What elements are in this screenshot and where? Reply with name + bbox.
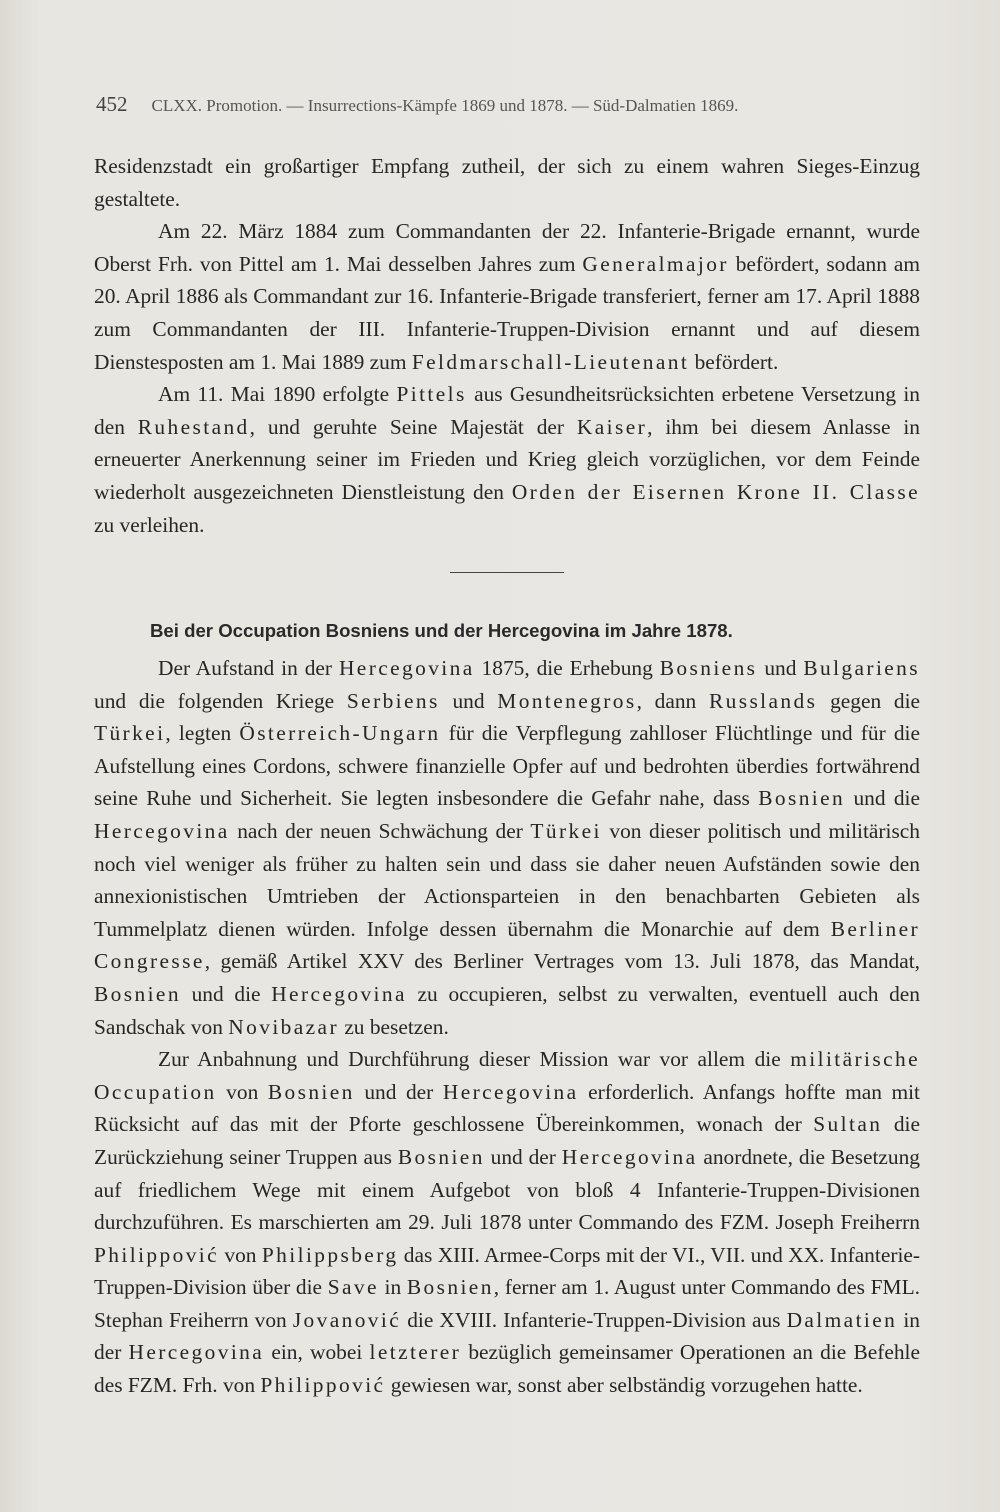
spaced-text: Hercegovina bbox=[338, 656, 475, 680]
text-run: zu occupieren, selbst zu verwalten, eventuell auch den Sandschak von bbox=[94, 981, 920, 1039]
text-run: , legten bbox=[165, 721, 240, 746]
text-run: Zur Anbahnung und Durchführung dieser Mission war vor allem die bbox=[158, 1047, 791, 1072]
section-occupation-1878 bbox=[94, 652, 920, 1402]
spaced-text: Philippović bbox=[260, 1373, 386, 1398]
spaced-text: Orden der Eisernen Krone II. Classe bbox=[511, 479, 920, 504]
text-run: Der Aufstand in der bbox=[158, 656, 339, 680]
paragraph bbox=[94, 378, 920, 541]
spaced-text: Hercegovina bbox=[561, 1144, 698, 1169]
spaced-text: Russlands bbox=[708, 688, 818, 713]
spaced-text: Österreich-Ungarn bbox=[239, 721, 441, 746]
paragraph bbox=[94, 150, 920, 215]
spaced-text: Hercegovina bbox=[271, 981, 407, 1006]
text-run: , und geruhte Seine Majestät der bbox=[249, 414, 577, 439]
spaced-text: Novibazar bbox=[228, 1014, 339, 1039]
text-run: erforderlich. Anfangs hoffte man mit Rücksicht auf das mit der Pforte geschlossene Übereinkommen, wonach der bbox=[94, 1079, 920, 1137]
spaced-text: Bosnien bbox=[758, 786, 846, 811]
text-run: Residenzstadt ein großartiger Empfang zutheil, der sich zu einem wahren Sieges-Einzug gestaltete. bbox=[94, 154, 920, 211]
text-run: 1875, die Erhebung bbox=[474, 656, 660, 680]
text-run: für die Verpflegung zahlloser Flüchtlinge und für die Aufstellung eines Cordons, schwere finanzielle Opfer auf und bedrohten überdies fortwährend seine Ruhe und Sicherheit. Sie legten insbesondere die Gefahr nahe, dass bbox=[94, 721, 920, 811]
paragraph bbox=[94, 1043, 920, 1402]
text-run: zu verleihen. bbox=[94, 512, 205, 537]
section-pittel-career bbox=[94, 150, 920, 541]
spaced-text: Bosnien bbox=[406, 1275, 494, 1300]
text-run: Am 22. März 1884 zum Commandanten der 22. Infanterie-Brigade ernannt, wurde Oberst Frh. von Pittel am 1. Mai desselben Jahres zum bbox=[94, 219, 920, 276]
spaced-text: Montenegros bbox=[497, 688, 637, 713]
text-run: bezüglich gemeinsamer Operationen an die Befehle des FZM. Frh. von bbox=[94, 1340, 920, 1398]
text-run: zu besetzen. bbox=[338, 1014, 449, 1039]
running-header bbox=[96, 92, 916, 122]
spaced-text: Philippsberg bbox=[261, 1242, 399, 1267]
spaced-text: Pittels bbox=[396, 382, 467, 407]
text-run: von bbox=[219, 1242, 262, 1267]
text-run: und bbox=[757, 656, 804, 680]
spaced-text: Save bbox=[327, 1275, 379, 1300]
paragraph bbox=[94, 652, 920, 1043]
spaced-text: Bosniens bbox=[659, 656, 758, 680]
spaced-text: Sultan bbox=[813, 1112, 883, 1137]
spaced-text: Philippović bbox=[94, 1242, 220, 1267]
spaced-text: Kaiser bbox=[576, 414, 648, 439]
section-heading: Bei der Occupation Bosniens und der Hercegovina im Jahre 1878. bbox=[150, 620, 733, 641]
text-run: von bbox=[216, 1079, 268, 1104]
spaced-text: letzterer bbox=[369, 1340, 462, 1365]
text-run: gegen die bbox=[817, 688, 921, 713]
text-run: , gemäß Artikel XXV des Berliner Vertrages vom 13. Juli 1878, das Mandat, bbox=[204, 949, 920, 974]
spaced-text: Hercegovina bbox=[128, 1340, 265, 1365]
text-run: die XVIII. Infanterie-Truppen-Division aus bbox=[401, 1307, 787, 1332]
section-divider bbox=[450, 572, 564, 573]
text-run: , dann bbox=[636, 688, 709, 713]
text-run: und der bbox=[354, 1079, 443, 1104]
text-run: ein, wobei bbox=[264, 1340, 370, 1365]
spaced-text: Bosnien bbox=[267, 1079, 355, 1104]
text-run: in der bbox=[94, 1307, 920, 1365]
spaced-text: Feldmarschall-Lieutenant bbox=[411, 349, 690, 374]
spaced-text: Hercegovina bbox=[442, 1079, 579, 1104]
text-run: anordnete, die Besetzung auf friedlichem Wege mit einem Aufgebot von bloß 4 Infanterie-Truppen-Divisionen durchzuführen. Es marschierten am 29. Juli 1878 unter Commando des FZM. Joseph Freiherrn bbox=[94, 1144, 920, 1235]
text-run: , ferner am 1. August unter Commando des FML. Stephan Freiherrn von bbox=[94, 1275, 920, 1332]
text-run: und der bbox=[484, 1144, 562, 1169]
text-run: von dieser politisch und militärisch noch viel weniger als früher zu halten sein und dass sie daher neuen Aufständen sowie den annexionistischen Umtrieben der Actionsparteien in den benachbarten Gebieten als Tummelplatz dienen würden. Infolge dessen übernahm die Monarchie auf dem bbox=[94, 818, 920, 941]
text-run: und die folgenden Kriege bbox=[94, 688, 347, 713]
spaced-text: Bosnien bbox=[397, 1144, 485, 1169]
spaced-text: Ruhestand bbox=[137, 414, 250, 439]
spaced-text: Generalmajor bbox=[582, 251, 729, 276]
spaced-text: Türkei bbox=[94, 721, 166, 746]
text-run: die Zurückziehung seiner Truppen aus bbox=[94, 1112, 920, 1169]
text-run: , ihm bei diesem Anlasse in erneuerter Anerkennung seiner im Frieden und Krieg gleich vorzüglichen, vor dem Feinde wiederholt ausgezeichneten Dienstleistung den bbox=[94, 414, 921, 504]
text-run: das XIII. Armee-Corps mit der VI., VII. und XX. Infanterie-Truppen-Division über die bbox=[94, 1242, 920, 1300]
spaced-text: Hercegovina bbox=[94, 818, 230, 843]
text-run: befördert. bbox=[689, 349, 779, 374]
spaced-text: Berliner Congresse bbox=[94, 916, 920, 974]
paragraph bbox=[94, 215, 920, 378]
text-run: und die bbox=[180, 981, 272, 1006]
spaced-text: Türkei bbox=[530, 818, 602, 843]
running-title: CLXX. Promotion. — Insurrections-Kämpfe 1869 und 1878. — Süd-Dalmatien 1869. bbox=[151, 96, 739, 115]
text-run: und bbox=[439, 688, 498, 713]
text-run: Am 11. Mai 1890 erfolgte bbox=[158, 382, 397, 407]
text-run: nach der neuen Schwächung der bbox=[229, 818, 531, 843]
spaced-text: Serbiens bbox=[346, 688, 440, 713]
spaced-text: Dalmatien bbox=[786, 1307, 898, 1332]
text-run: aus Gesundheitsrücksichten erbetene Versetzung in den bbox=[94, 382, 920, 439]
spaced-text: Jovanović bbox=[292, 1307, 402, 1332]
text-run: gewiesen war, sonst aber selbständig vorzugehen hatte. bbox=[385, 1373, 863, 1398]
text-run: in bbox=[378, 1275, 407, 1300]
text-run: befördert, sodann am 20. April 1886 als Commandant zur 16. Infanterie-Brigade transferiert, ferner am 17. April 1888 zum Commandanten der III. Infanterie-Truppen-Division ernannt und auf diesem Dienstesposten am 1. Mai 1889 zum bbox=[94, 251, 920, 374]
text-run: und die bbox=[845, 786, 920, 811]
spaced-text: Bulgariens bbox=[803, 656, 921, 680]
spaced-text: militärische Occupation bbox=[94, 1047, 920, 1104]
page-number: 452 bbox=[96, 92, 128, 116]
spaced-text: Bosnien bbox=[94, 981, 181, 1006]
